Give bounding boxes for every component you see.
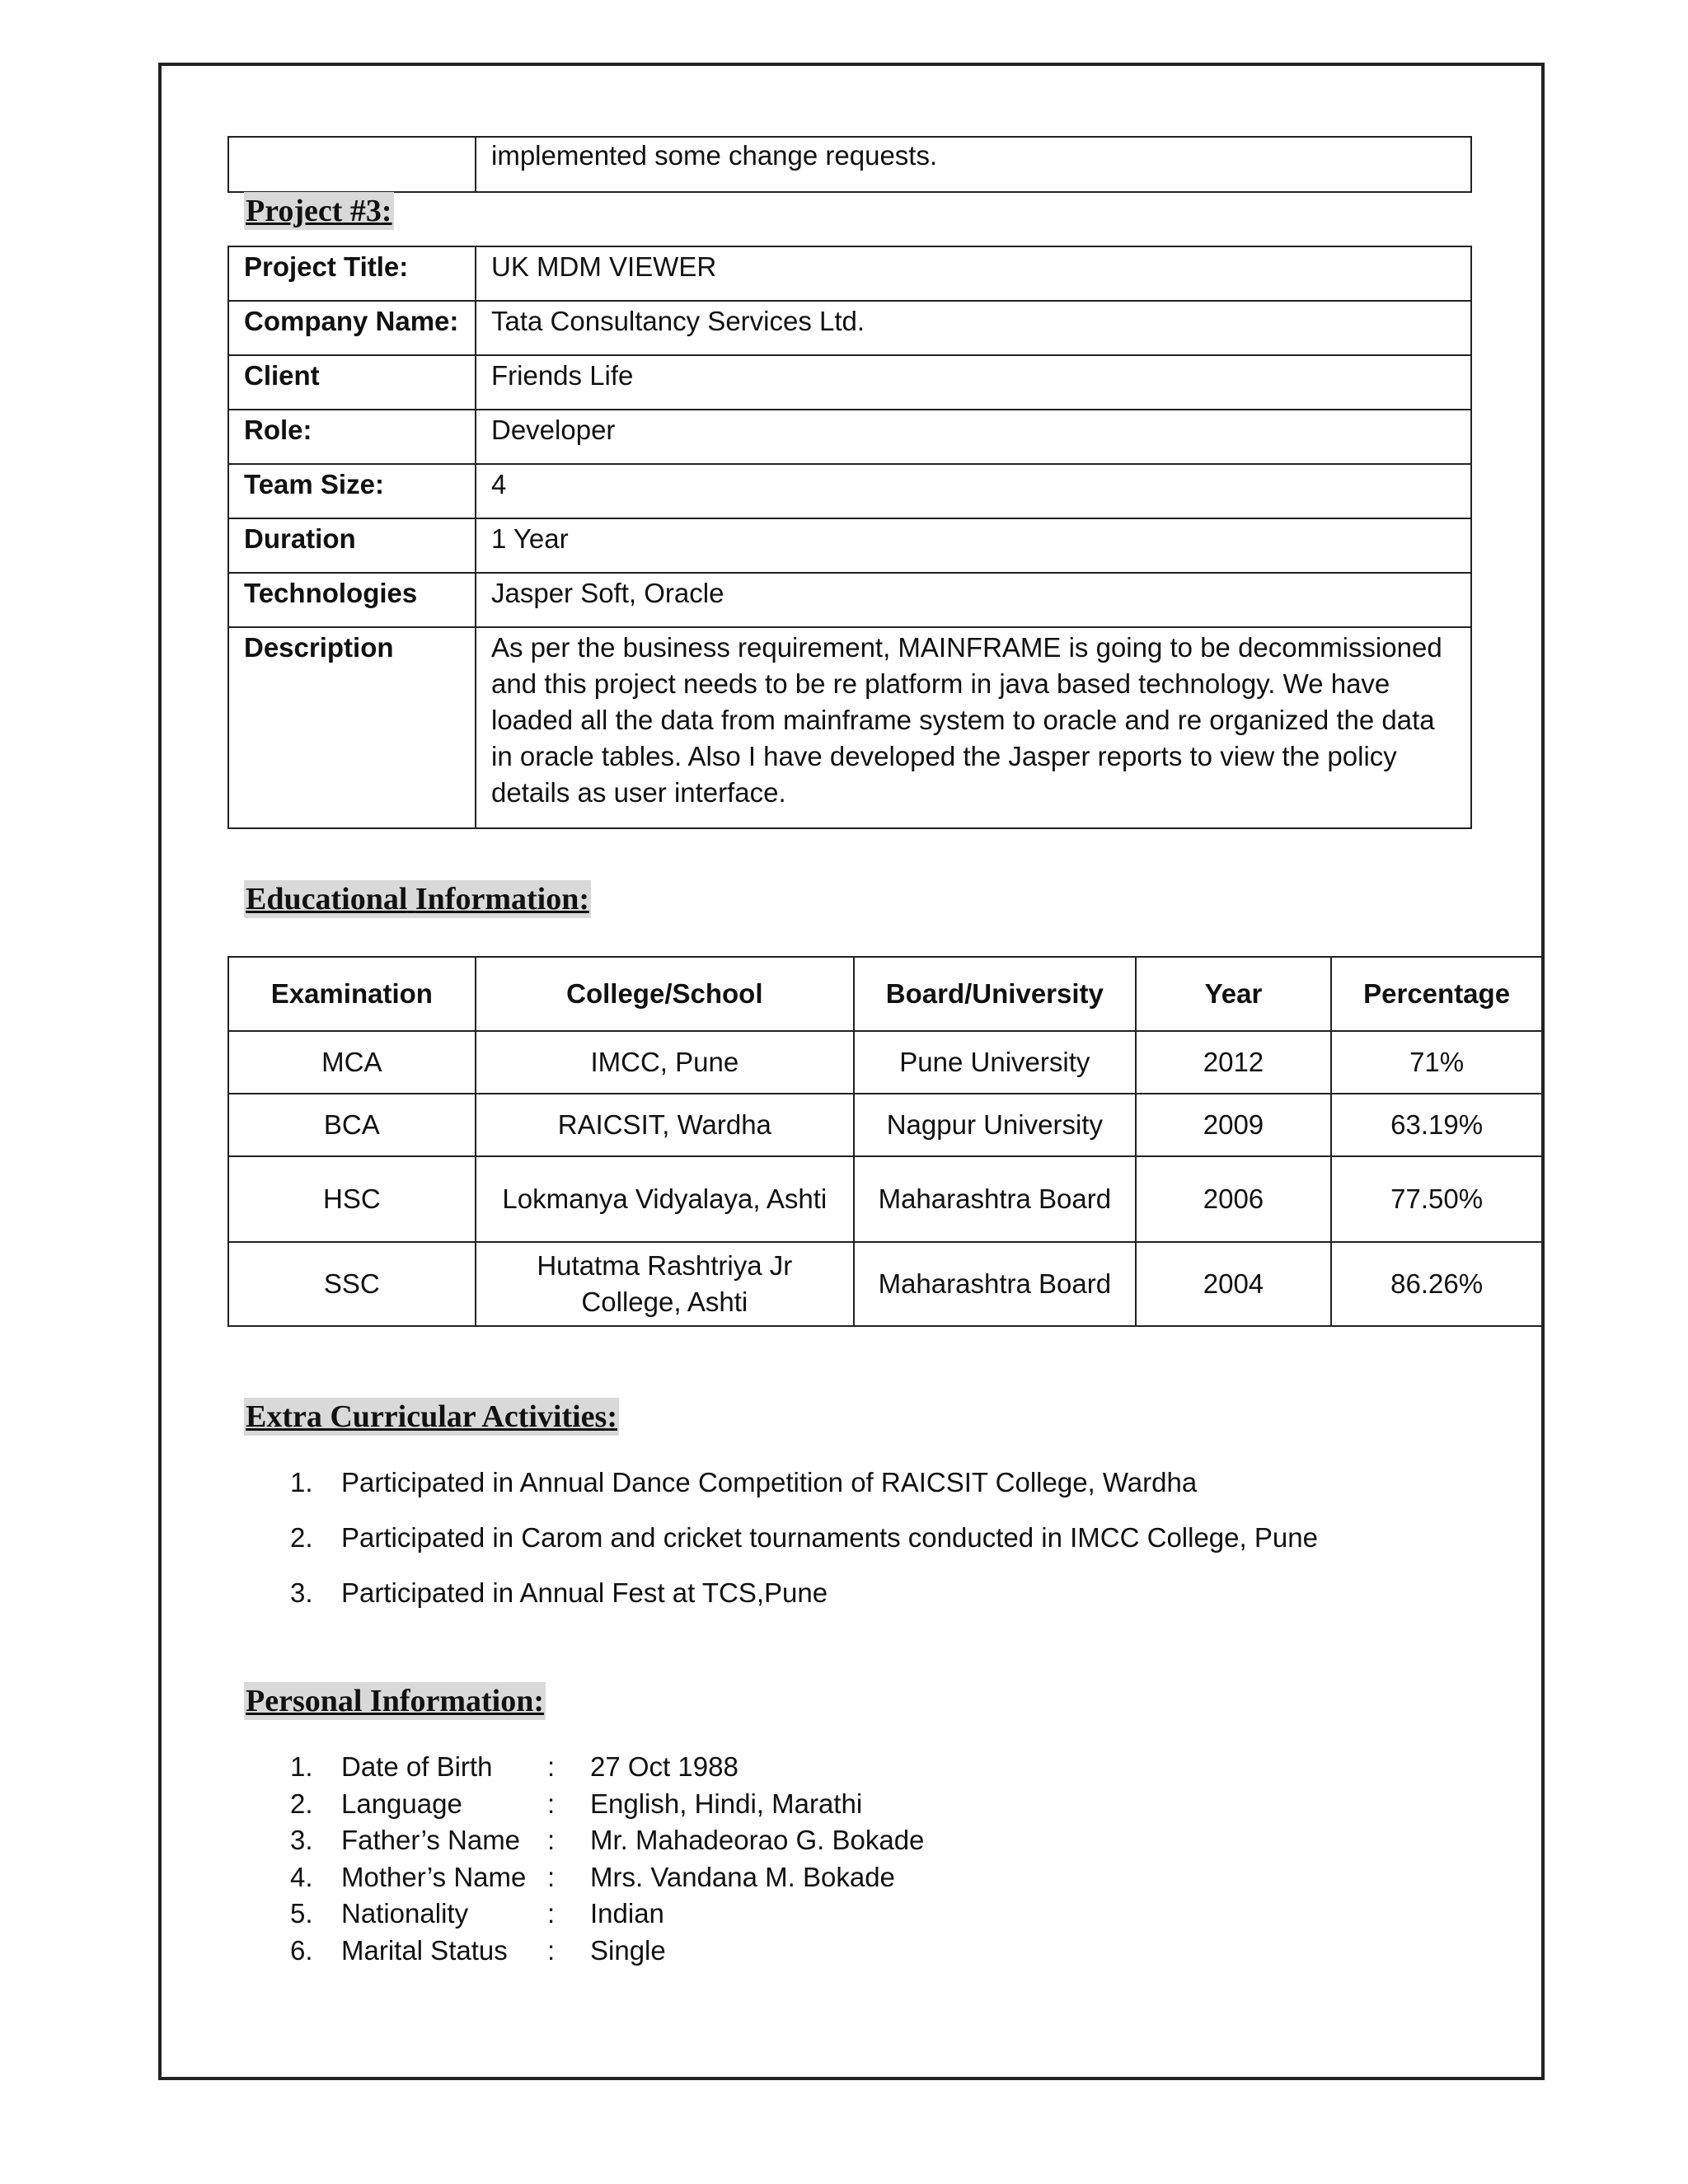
activity-text: Participated in Carom and cricket tournaments conducted in IMCC College, Pune	[341, 1522, 1318, 1553]
table-row	[228, 355, 1471, 410]
table-cell: Pune University	[854, 1031, 1136, 1094]
dob-label: Date of Birth	[341, 1751, 493, 1782]
list-number: 5.	[290, 1898, 313, 1929]
table-cell: Lokmanya Vidyalaya, Ashti	[476, 1156, 854, 1242]
nationality-value: Indian	[590, 1898, 664, 1929]
table-cell: BCA	[228, 1094, 476, 1156]
language-label: Language	[341, 1788, 462, 1819]
duration-label: Duration	[228, 518, 476, 573]
description-value: As per the business requirement, MAINFRAME is going to be decommissioned and this project needs to be re platform in java based technology. We have loaded all the data from mainframe system to oracle and re organized the data in oracle tables. Also I have developed the Jasper reports to view the policy details as user interface.	[476, 627, 1471, 828]
list-number: 3.	[290, 1825, 313, 1855]
list-item	[290, 1575, 1318, 1611]
table-row	[228, 410, 1471, 464]
table-row	[228, 1031, 1542, 1094]
separator: :	[547, 1861, 556, 1892]
language-value: English, Hindi, Marathi	[590, 1788, 863, 1819]
list-number: 6.	[290, 1934, 313, 1966]
project-title-value: UK MDM VIEWER	[476, 246, 1471, 301]
mother-name-label: Mother’s Name	[341, 1861, 527, 1892]
client-value: Friends Life	[476, 355, 1471, 410]
list-item	[290, 1520, 1318, 1556]
table-row	[228, 1242, 1542, 1326]
continuation-label-cell	[228, 137, 476, 192]
column-header-college: College/School	[476, 957, 854, 1031]
list-item	[290, 1749, 924, 1786]
column-header-examination: Examination	[228, 957, 476, 1031]
separator: :	[547, 1788, 556, 1819]
list-item	[290, 1786, 924, 1823]
activity-text: Participated in Annual Dance Competition of RAICSIT College, Wardha	[341, 1467, 1198, 1497]
project-heading: Project #3:	[246, 194, 392, 228]
project-title-label: Project Title:	[228, 246, 476, 301]
table-cell: IMCC, Pune	[476, 1031, 854, 1094]
table-cell: 77.50%	[1331, 1156, 1542, 1242]
table-cell: HSC	[228, 1156, 476, 1242]
personal-list	[290, 1749, 924, 1969]
activity-text: Participated in Annual Fest at TCS,Pune	[341, 1577, 828, 1608]
list-number: 2.	[290, 1522, 313, 1553]
separator: :	[547, 1934, 556, 1966]
list-item	[290, 1465, 1318, 1501]
table-row	[228, 246, 1471, 301]
column-header-percentage: Percentage	[1331, 957, 1542, 1031]
dob-value: 27 Oct 1988	[590, 1751, 738, 1782]
continuation-table	[227, 136, 1472, 193]
table-cell: RAICSIT, Wardha	[476, 1094, 854, 1156]
separator: :	[547, 1751, 556, 1782]
role-label: Role:	[228, 410, 476, 464]
separator: :	[547, 1825, 556, 1855]
marital-status-label: Marital Status	[341, 1934, 508, 1966]
marital-status-value: Single	[590, 1934, 666, 1966]
education-heading-part1: Educational	[246, 882, 408, 916]
column-header-year: Year	[1136, 957, 1331, 1031]
table-cell: 2012	[1136, 1031, 1331, 1094]
table-row	[228, 1156, 1542, 1242]
list-number: 2.	[290, 1788, 313, 1819]
table-cell: 86.26%	[1331, 1242, 1542, 1326]
table-cell: Maharashtra Board	[854, 1156, 1136, 1242]
list-number: 1.	[290, 1467, 313, 1497]
nationality-label: Nationality	[341, 1898, 469, 1929]
table-cell: Hutatma Rashtriya Jr College, Ashti	[476, 1242, 854, 1326]
list-item	[290, 1822, 924, 1859]
table-cell: 2006	[1136, 1156, 1331, 1242]
table-row	[228, 518, 1471, 573]
table-row	[228, 627, 1471, 828]
table-header-row	[228, 957, 1542, 1031]
description-label: Description	[228, 627, 476, 828]
table-row	[228, 464, 1471, 518]
table-cell: 2004	[1136, 1242, 1331, 1326]
table-row	[228, 301, 1471, 355]
project-table	[227, 246, 1472, 829]
duration-value: 1 Year	[476, 518, 1471, 573]
education-table	[227, 956, 1543, 1327]
table-cell: MCA	[228, 1031, 476, 1094]
separator: :	[547, 1898, 556, 1929]
table-cell: Maharashtra Board	[854, 1242, 1136, 1326]
activities-list	[290, 1465, 1318, 1630]
activities-heading: Extra Curricular Activities:	[246, 1399, 617, 1434]
table-cell: 63.19%	[1331, 1094, 1542, 1156]
education-heading-part2: Information:	[415, 882, 589, 916]
column-header-board: Board/University	[854, 957, 1136, 1031]
role-value: Developer	[476, 410, 1471, 464]
company-name-label: Company Name:	[228, 301, 476, 355]
personal-heading: Personal Information:	[246, 1684, 545, 1718]
technologies-value: Jasper Soft, Oracle	[476, 573, 1471, 627]
client-label: Client	[228, 355, 476, 410]
table-row	[228, 137, 1471, 192]
table-row	[228, 573, 1471, 627]
team-size-value: 4	[476, 464, 1471, 518]
list-number: 4.	[290, 1861, 313, 1892]
technologies-label: Technologies	[228, 573, 476, 627]
list-item	[290, 1933, 924, 1970]
list-number: 3.	[290, 1577, 313, 1608]
company-name-value: Tata Consultancy Services Ltd.	[476, 301, 1471, 355]
table-cell: 2009	[1136, 1094, 1331, 1156]
father-name-value: Mr. Mahadeorao G. Bokade	[590, 1825, 925, 1855]
table-cell: SSC	[228, 1242, 476, 1326]
continuation-value-cell: implemented some change requests.	[476, 137, 1471, 192]
table-cell: Nagpur University	[854, 1094, 1136, 1156]
table-row	[228, 1094, 1542, 1156]
education-heading	[244, 880, 591, 918]
team-size-label: Team Size:	[228, 464, 476, 518]
list-item	[290, 1859, 924, 1896]
mother-name-value: Mrs. Vandana M. Bokade	[590, 1861, 895, 1892]
table-cell: 71%	[1331, 1031, 1542, 1094]
list-item	[290, 1896, 924, 1933]
father-name-label: Father’s Name	[341, 1825, 521, 1855]
list-number: 1.	[290, 1751, 313, 1782]
